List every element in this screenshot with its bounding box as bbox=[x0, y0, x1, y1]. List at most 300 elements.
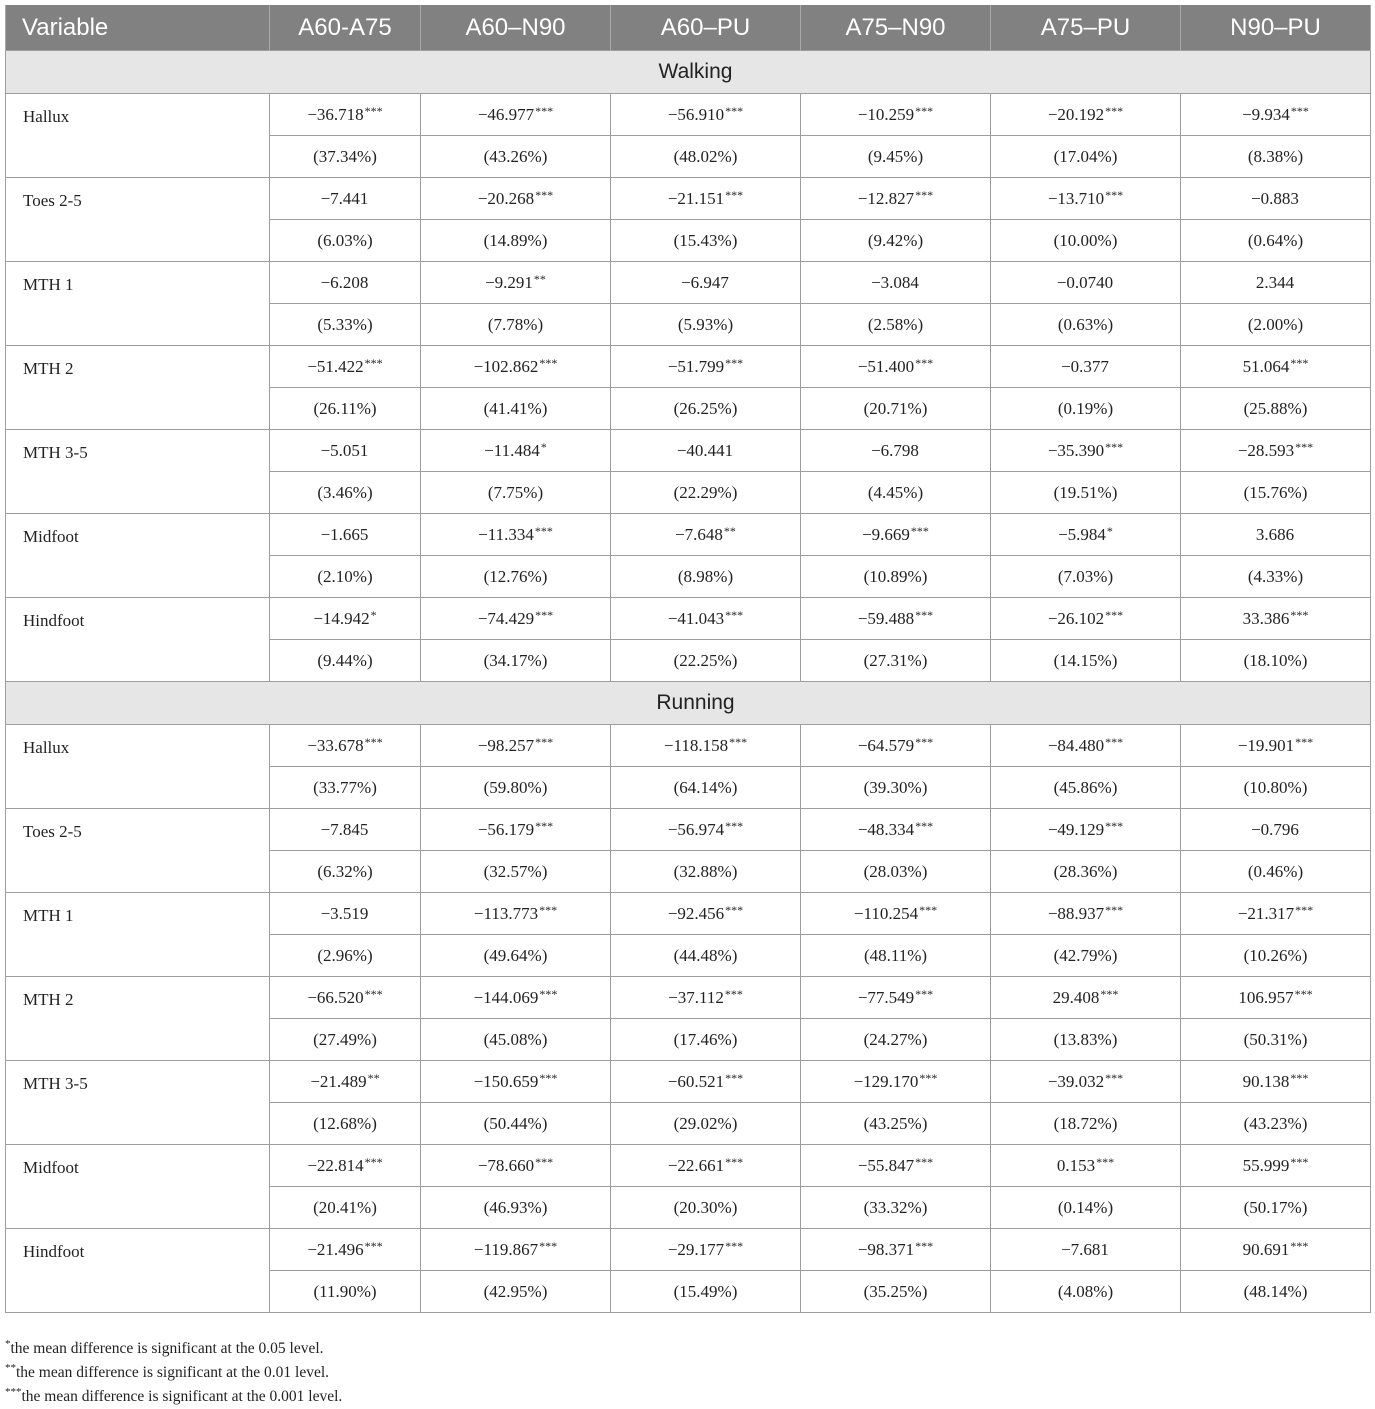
significance-mark: *** bbox=[915, 187, 934, 202]
mean-difference-cell bbox=[801, 514, 991, 556]
significance-mark: *** bbox=[1295, 439, 1314, 454]
mean-difference-value: −88.937 bbox=[1047, 903, 1105, 923]
mean-difference-value: −35.390 bbox=[1047, 440, 1105, 460]
footnotes bbox=[5, 1332, 342, 1404]
mean-difference-cell bbox=[270, 809, 421, 851]
percent-difference-cell: (2.58%) bbox=[801, 304, 991, 346]
mean-difference-value: −9.669 bbox=[862, 524, 910, 544]
mean-difference-cell bbox=[1181, 1229, 1371, 1271]
header-row bbox=[6, 5, 1371, 51]
significance-mark: *** bbox=[915, 734, 934, 749]
percent-difference-cell: (64.14%) bbox=[611, 767, 801, 809]
mean-difference-cell bbox=[611, 1229, 801, 1271]
percent-difference-cell: (44.48%) bbox=[611, 935, 801, 977]
mean-difference-cell bbox=[1181, 977, 1371, 1019]
mean-difference-cell bbox=[611, 809, 801, 851]
mean-difference-cell bbox=[421, 514, 611, 556]
mean-difference-value: −11.334 bbox=[478, 524, 534, 544]
mean-difference-value: −6.798 bbox=[871, 440, 919, 460]
significance-mark: *** bbox=[725, 1070, 744, 1085]
section-title: Walking bbox=[6, 51, 1371, 94]
mean-difference-cell bbox=[801, 262, 991, 304]
percent-difference-cell: (14.89%) bbox=[421, 220, 611, 262]
significance-mark: *** bbox=[539, 1238, 558, 1253]
mean-difference-cell bbox=[991, 94, 1181, 136]
percent-difference-cell: (9.45%) bbox=[801, 136, 991, 178]
mean-difference-cell bbox=[421, 809, 611, 851]
variable-label: Hindfoot bbox=[6, 598, 270, 682]
mean-difference-value: −64.579 bbox=[857, 735, 915, 755]
footnote-mark: ** bbox=[5, 1362, 16, 1374]
mean-difference-value: −119.867 bbox=[473, 1239, 539, 1259]
percent-difference-cell: (17.46%) bbox=[611, 1019, 801, 1061]
mean-difference-cell bbox=[991, 1061, 1181, 1103]
percent-difference-cell: (48.11%) bbox=[801, 935, 991, 977]
mean-difference-value: −10.259 bbox=[857, 104, 915, 124]
significance-mark: *** bbox=[910, 523, 929, 538]
mean-difference-cell bbox=[611, 430, 801, 472]
mean-difference-cell bbox=[421, 977, 611, 1019]
mean-difference-cell bbox=[801, 178, 991, 220]
mean-difference-cell bbox=[991, 178, 1181, 220]
percent-difference-cell: (6.32%) bbox=[270, 851, 421, 893]
variable-label: Hallux bbox=[6, 94, 270, 178]
significance-mark: *** bbox=[539, 986, 558, 1001]
mean-difference-value: 33.386 bbox=[1242, 608, 1290, 628]
significance-mark: ** bbox=[723, 523, 736, 538]
percent-difference-cell: (48.14%) bbox=[1181, 1271, 1371, 1313]
mean-difference-value: −37.112 bbox=[668, 987, 724, 1007]
significance-mark: *** bbox=[1105, 734, 1124, 749]
percent-difference-cell: (0.19%) bbox=[991, 388, 1181, 430]
significance-mark: ** bbox=[533, 271, 546, 286]
mean-difference-value: 55.999 bbox=[1242, 1155, 1290, 1175]
mean-difference-cell bbox=[991, 1229, 1181, 1271]
significance-mark: *** bbox=[725, 103, 744, 118]
percent-difference-cell: (12.68%) bbox=[270, 1103, 421, 1145]
significance-mark: *** bbox=[725, 1154, 744, 1169]
percent-difference-cell: (4.45%) bbox=[801, 472, 991, 514]
significance-mark: * bbox=[370, 607, 377, 622]
percent-difference-cell: (6.03%) bbox=[270, 220, 421, 262]
mean-difference-value: 0.153 bbox=[1056, 1155, 1096, 1175]
percent-difference-cell: (10.89%) bbox=[801, 556, 991, 598]
mean-difference-cell bbox=[270, 1145, 421, 1187]
mean-difference-cell bbox=[611, 514, 801, 556]
mean-difference-cell bbox=[270, 262, 421, 304]
header-variable: Variable bbox=[6, 5, 270, 51]
table-row bbox=[6, 977, 1371, 1019]
percent-difference-cell: (20.41%) bbox=[270, 1187, 421, 1229]
mean-difference-value: −39.032 bbox=[1047, 1071, 1105, 1091]
percent-difference-cell: (42.95%) bbox=[421, 1271, 611, 1313]
mean-difference-value: −113.773 bbox=[473, 903, 539, 923]
percent-difference-cell: (15.49%) bbox=[611, 1271, 801, 1313]
mean-difference-value: −21.151 bbox=[667, 188, 725, 208]
significance-mark: *** bbox=[364, 1154, 383, 1169]
table-row bbox=[6, 430, 1371, 472]
mean-difference-value: −21.317 bbox=[1237, 903, 1295, 923]
mean-difference-value: −20.268 bbox=[477, 188, 535, 208]
percent-difference-cell: (48.02%) bbox=[611, 136, 801, 178]
significance-mark: *** bbox=[364, 1238, 383, 1253]
percent-difference-cell: (28.36%) bbox=[991, 851, 1181, 893]
variable-label: MTH 1 bbox=[6, 893, 270, 977]
mean-difference-value: −7.845 bbox=[320, 819, 369, 839]
mean-difference-cell bbox=[270, 977, 421, 1019]
percent-difference-cell: (22.29%) bbox=[611, 472, 801, 514]
percent-difference-cell: (4.08%) bbox=[991, 1271, 1181, 1313]
mean-difference-value: −6.208 bbox=[320, 272, 369, 292]
mean-difference-value: −98.257 bbox=[477, 735, 535, 755]
footnote-mark: * bbox=[5, 1338, 11, 1350]
significance-mark: *** bbox=[915, 1154, 934, 1169]
mean-difference-cell bbox=[421, 346, 611, 388]
percent-difference-cell: (17.04%) bbox=[991, 136, 1181, 178]
percent-difference-cell: (29.02%) bbox=[611, 1103, 801, 1145]
significance-mark: *** bbox=[539, 355, 558, 370]
mean-difference-value: −3.084 bbox=[871, 272, 919, 292]
mean-difference-cell bbox=[991, 893, 1181, 935]
significance-mark: *** bbox=[364, 103, 383, 118]
mean-difference-cell bbox=[270, 346, 421, 388]
mean-difference-value: −55.847 bbox=[857, 1155, 915, 1175]
mean-difference-cell bbox=[801, 893, 991, 935]
mean-difference-value: −129.170 bbox=[853, 1071, 919, 1091]
mean-difference-value: −7.441 bbox=[320, 188, 369, 208]
mean-difference-value: −20.192 bbox=[1047, 104, 1105, 124]
significance-mark: *** bbox=[1105, 187, 1124, 202]
variable-label: Toes 2-5 bbox=[6, 809, 270, 893]
mean-difference-cell bbox=[270, 893, 421, 935]
mean-difference-cell bbox=[270, 725, 421, 767]
mean-difference-cell bbox=[1181, 1145, 1371, 1187]
significance-mark: *** bbox=[1105, 607, 1124, 622]
table-row bbox=[6, 809, 1371, 851]
mean-difference-cell bbox=[270, 94, 421, 136]
mean-difference-value: −56.910 bbox=[667, 104, 725, 124]
percent-difference-cell: (27.49%) bbox=[270, 1019, 421, 1061]
mean-difference-value: 3.686 bbox=[1255, 524, 1295, 544]
mean-difference-value: −60.521 bbox=[667, 1071, 725, 1091]
footnote-mark: *** bbox=[5, 1386, 22, 1398]
percent-difference-cell: (41.41%) bbox=[421, 388, 611, 430]
percent-difference-cell: (20.30%) bbox=[611, 1187, 801, 1229]
significance-mark: * bbox=[540, 439, 547, 454]
mean-difference-value: −21.489 bbox=[310, 1071, 367, 1091]
mean-difference-cell bbox=[611, 94, 801, 136]
percent-difference-cell: (45.86%) bbox=[991, 767, 1181, 809]
mean-difference-cell bbox=[991, 262, 1181, 304]
percent-difference-cell: (50.17%) bbox=[1181, 1187, 1371, 1229]
significance-mark: *** bbox=[915, 1238, 934, 1253]
mean-difference-cell bbox=[421, 598, 611, 640]
significance-mark: *** bbox=[725, 818, 744, 833]
significance-mark: ** bbox=[367, 1070, 380, 1085]
mean-difference-value: −51.400 bbox=[857, 356, 915, 376]
mean-difference-value: −0.0740 bbox=[1056, 272, 1114, 292]
mean-difference-value: −0.883 bbox=[1251, 188, 1299, 208]
percent-difference-cell: (4.33%) bbox=[1181, 556, 1371, 598]
mean-difference-cell bbox=[991, 725, 1181, 767]
percent-difference-cell: (14.15%) bbox=[991, 640, 1181, 682]
mean-difference-value: −56.179 bbox=[477, 819, 535, 839]
header-a60-a75: A60-A75 bbox=[270, 5, 421, 51]
mean-difference-cell bbox=[801, 1061, 991, 1103]
table-row bbox=[6, 514, 1371, 556]
table-row bbox=[6, 346, 1371, 388]
mean-difference-value: −118.158 bbox=[663, 735, 729, 755]
header-n90-pu: N90–PU bbox=[1181, 5, 1371, 51]
significance-mark: *** bbox=[535, 103, 554, 118]
footnote bbox=[5, 1332, 342, 1356]
mean-difference-cell bbox=[270, 178, 421, 220]
percent-difference-cell: (43.23%) bbox=[1181, 1103, 1371, 1145]
significance-mark: *** bbox=[915, 607, 934, 622]
mean-difference-cell bbox=[801, 346, 991, 388]
mean-difference-value: −0.377 bbox=[1061, 356, 1109, 376]
table-row bbox=[6, 598, 1371, 640]
mean-difference-cell bbox=[991, 809, 1181, 851]
header-a75-pu: A75–PU bbox=[991, 5, 1181, 51]
mean-difference-value: −51.799 bbox=[667, 356, 725, 376]
percent-difference-cell: (33.77%) bbox=[270, 767, 421, 809]
percent-difference-cell: (12.76%) bbox=[421, 556, 611, 598]
mean-difference-cell bbox=[991, 598, 1181, 640]
percent-difference-cell: (5.33%) bbox=[270, 304, 421, 346]
section-row bbox=[6, 682, 1371, 725]
variable-label: Midfoot bbox=[6, 1145, 270, 1229]
percent-difference-cell: (22.25%) bbox=[611, 640, 801, 682]
significance-mark: *** bbox=[725, 607, 744, 622]
percent-difference-cell: (42.79%) bbox=[991, 935, 1181, 977]
significance-mark: *** bbox=[1295, 902, 1314, 917]
percent-difference-cell: (0.63%) bbox=[991, 304, 1181, 346]
section-title: Running bbox=[6, 682, 1371, 725]
mean-difference-cell bbox=[1181, 893, 1371, 935]
mean-difference-value: −5.051 bbox=[320, 440, 369, 460]
percent-difference-cell: (59.80%) bbox=[421, 767, 611, 809]
significance-mark: *** bbox=[535, 818, 554, 833]
significance-mark: *** bbox=[915, 818, 934, 833]
significance-mark: *** bbox=[1290, 1070, 1309, 1085]
significance-mark: *** bbox=[1105, 818, 1124, 833]
mean-difference-cell bbox=[801, 94, 991, 136]
footnote bbox=[5, 1356, 342, 1380]
mean-difference-cell bbox=[801, 809, 991, 851]
percent-difference-cell: (0.64%) bbox=[1181, 220, 1371, 262]
mean-difference-cell bbox=[1181, 346, 1371, 388]
percent-difference-cell: (46.93%) bbox=[421, 1187, 611, 1229]
mean-difference-value: −40.441 bbox=[676, 440, 734, 460]
mean-difference-value: −21.496 bbox=[307, 1239, 364, 1259]
mean-difference-value: −0.796 bbox=[1251, 819, 1299, 839]
significance-mark: *** bbox=[725, 355, 744, 370]
significance-mark: *** bbox=[919, 902, 938, 917]
variable-label: MTH 2 bbox=[6, 346, 270, 430]
significance-mark: *** bbox=[1290, 103, 1309, 118]
percent-difference-cell: (8.38%) bbox=[1181, 136, 1371, 178]
mean-difference-value: −51.422 bbox=[307, 356, 364, 376]
mean-difference-value: 90.138 bbox=[1242, 1071, 1290, 1091]
variable-label: MTH 3-5 bbox=[6, 430, 270, 514]
significance-mark: *** bbox=[725, 902, 744, 917]
mean-difference-cell bbox=[421, 178, 611, 220]
percent-difference-cell: (45.08%) bbox=[421, 1019, 611, 1061]
mean-difference-value: −41.043 bbox=[667, 608, 725, 628]
percent-difference-cell: (10.80%) bbox=[1181, 767, 1371, 809]
mean-difference-cell bbox=[611, 1061, 801, 1103]
significance-mark: *** bbox=[1290, 607, 1309, 622]
mean-difference-cell bbox=[611, 977, 801, 1019]
percent-difference-cell: (50.31%) bbox=[1181, 1019, 1371, 1061]
significance-mark: *** bbox=[535, 187, 554, 202]
mean-difference-value: −1.665 bbox=[320, 524, 369, 544]
percent-difference-cell: (34.17%) bbox=[421, 640, 611, 682]
mean-difference-value: −74.429 bbox=[477, 608, 535, 628]
significance-mark: *** bbox=[539, 902, 558, 917]
significance-mark: *** bbox=[729, 734, 748, 749]
percent-difference-cell: (9.42%) bbox=[801, 220, 991, 262]
mean-difference-table bbox=[5, 5, 1371, 1313]
table-row bbox=[6, 94, 1371, 136]
mean-difference-value: −7.648 bbox=[675, 524, 723, 544]
percent-difference-cell: (25.88%) bbox=[1181, 388, 1371, 430]
mean-difference-value: −3.519 bbox=[320, 903, 369, 923]
mean-difference-value: −48.334 bbox=[857, 819, 915, 839]
mean-difference-value: −14.942 bbox=[313, 608, 370, 628]
mean-difference-cell bbox=[611, 1145, 801, 1187]
significance-mark: *** bbox=[915, 355, 934, 370]
mean-difference-cell bbox=[991, 346, 1181, 388]
percent-difference-cell: (8.98%) bbox=[611, 556, 801, 598]
mean-difference-value: −56.974 bbox=[667, 819, 725, 839]
mean-difference-cell bbox=[421, 1061, 611, 1103]
mean-difference-cell bbox=[270, 598, 421, 640]
percent-difference-cell: (20.71%) bbox=[801, 388, 991, 430]
section-row bbox=[6, 51, 1371, 94]
significance-mark: *** bbox=[1105, 1070, 1124, 1085]
mean-difference-cell bbox=[801, 1229, 991, 1271]
mean-difference-cell bbox=[1181, 598, 1371, 640]
significance-mark: *** bbox=[364, 734, 383, 749]
table-row bbox=[6, 893, 1371, 935]
percent-difference-cell: (7.03%) bbox=[991, 556, 1181, 598]
significance-mark: *** bbox=[725, 187, 744, 202]
mean-difference-cell bbox=[421, 262, 611, 304]
mean-difference-cell bbox=[991, 514, 1181, 556]
percent-difference-cell: (13.83%) bbox=[991, 1019, 1181, 1061]
mean-difference-cell bbox=[611, 346, 801, 388]
mean-difference-value: 2.344 bbox=[1255, 272, 1295, 292]
percent-difference-cell: (43.26%) bbox=[421, 136, 611, 178]
mean-difference-value: −49.129 bbox=[1047, 819, 1105, 839]
mean-difference-cell bbox=[1181, 514, 1371, 556]
mean-difference-cell bbox=[991, 1145, 1181, 1187]
mean-difference-cell bbox=[611, 178, 801, 220]
percent-difference-cell: (33.32%) bbox=[801, 1187, 991, 1229]
percent-difference-cell: (0.46%) bbox=[1181, 851, 1371, 893]
percent-difference-cell: (37.34%) bbox=[270, 136, 421, 178]
percent-difference-cell: (11.90%) bbox=[270, 1271, 421, 1313]
significance-mark: *** bbox=[915, 103, 934, 118]
percent-difference-cell: (18.10%) bbox=[1181, 640, 1371, 682]
mean-difference-cell bbox=[1181, 1061, 1371, 1103]
mean-difference-value: −9.291 bbox=[485, 272, 533, 292]
footnote-text: the mean difference is significant at the 0.001 level. bbox=[21, 1388, 343, 1406]
mean-difference-value: 51.064 bbox=[1242, 356, 1290, 376]
variable-label: MTH 3-5 bbox=[6, 1061, 270, 1145]
results-table-container bbox=[5, 5, 1370, 1313]
mean-difference-value: −36.718 bbox=[307, 104, 364, 124]
significance-mark: *** bbox=[1105, 902, 1124, 917]
significance-mark: *** bbox=[1290, 1154, 1309, 1169]
mean-difference-value: −28.593 bbox=[1237, 440, 1295, 460]
mean-difference-cell bbox=[421, 1145, 611, 1187]
significance-mark: *** bbox=[1295, 734, 1314, 749]
percent-difference-cell: (2.10%) bbox=[270, 556, 421, 598]
mean-difference-value: −13.710 bbox=[1047, 188, 1105, 208]
mean-difference-cell bbox=[611, 598, 801, 640]
percent-difference-cell: (35.25%) bbox=[801, 1271, 991, 1313]
significance-mark: *** bbox=[725, 1238, 744, 1253]
mean-difference-cell bbox=[421, 893, 611, 935]
mean-difference-cell bbox=[1181, 94, 1371, 136]
footnote-text: the mean difference is significant at the 0.01 level. bbox=[16, 1364, 330, 1382]
header-a60-pu: A60–PU bbox=[611, 5, 801, 51]
percent-difference-cell: (19.51%) bbox=[991, 472, 1181, 514]
percent-difference-cell: (5.93%) bbox=[611, 304, 801, 346]
mean-difference-value: −98.371 bbox=[857, 1239, 915, 1259]
percent-difference-cell: (10.00%) bbox=[991, 220, 1181, 262]
significance-mark: *** bbox=[915, 986, 934, 1001]
mean-difference-value: −59.488 bbox=[857, 608, 915, 628]
percent-difference-cell: (24.27%) bbox=[801, 1019, 991, 1061]
percent-difference-cell: (28.03%) bbox=[801, 851, 991, 893]
table-row bbox=[6, 1061, 1371, 1103]
variable-label: Toes 2-5 bbox=[6, 178, 270, 262]
mean-difference-value: −7.681 bbox=[1061, 1239, 1109, 1259]
percent-difference-cell: (15.43%) bbox=[611, 220, 801, 262]
percent-difference-cell: (9.44%) bbox=[270, 640, 421, 682]
significance-mark: *** bbox=[535, 734, 554, 749]
mean-difference-cell bbox=[991, 977, 1181, 1019]
mean-difference-cell bbox=[611, 893, 801, 935]
mean-difference-cell bbox=[991, 430, 1181, 472]
percent-difference-cell: (18.72%) bbox=[991, 1103, 1181, 1145]
significance-mark: *** bbox=[919, 1070, 938, 1085]
mean-difference-cell bbox=[421, 430, 611, 472]
mean-difference-value: −9.934 bbox=[1242, 104, 1290, 124]
percent-difference-cell: (26.11%) bbox=[270, 388, 421, 430]
table-row bbox=[6, 262, 1371, 304]
mean-difference-cell bbox=[1181, 809, 1371, 851]
mean-difference-value: −92.456 bbox=[667, 903, 725, 923]
significance-mark: * bbox=[1106, 523, 1113, 538]
percent-difference-cell: (43.25%) bbox=[801, 1103, 991, 1145]
footnote-text: the mean difference is significant at the 0.05 level. bbox=[10, 1340, 324, 1358]
mean-difference-value: −144.069 bbox=[473, 987, 539, 1007]
mean-difference-value: 90.691 bbox=[1242, 1239, 1290, 1259]
table-row bbox=[6, 1145, 1371, 1187]
variable-label: MTH 2 bbox=[6, 977, 270, 1061]
percent-difference-cell: (7.75%) bbox=[421, 472, 611, 514]
variable-label: MTH 1 bbox=[6, 262, 270, 346]
mean-difference-value: −11.484 bbox=[484, 440, 540, 460]
mean-difference-value: −12.827 bbox=[857, 188, 915, 208]
percent-difference-cell: (39.30%) bbox=[801, 767, 991, 809]
mean-difference-cell bbox=[270, 430, 421, 472]
